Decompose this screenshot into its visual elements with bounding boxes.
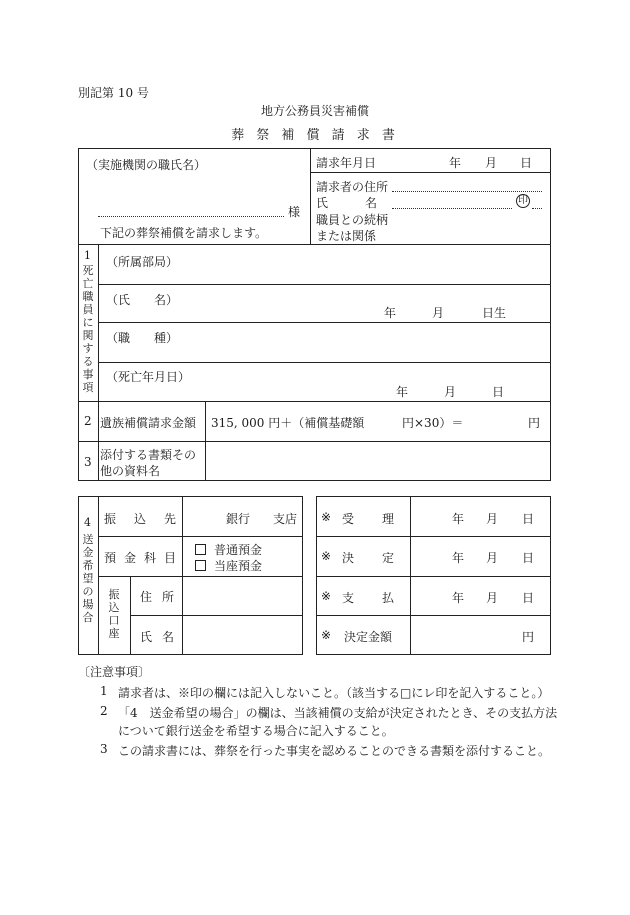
payment-month: 月	[486, 591, 499, 605]
birth-year: 年	[384, 306, 397, 320]
note-text-continued: について銀行送金を希望する場合に記入すること。	[118, 724, 394, 738]
received-year: 年	[452, 512, 465, 526]
job-label: （職 種）	[106, 331, 179, 345]
request-statement: 下記の葬祭補償を請求します。	[100, 226, 268, 240]
office-row-mark: ※	[321, 589, 332, 603]
current-deposit-option[interactable]	[195, 557, 262, 574]
branch-label: 支店	[273, 512, 298, 526]
section3-number: 3	[84, 455, 92, 469]
sama-label: 様	[288, 205, 301, 219]
death-day: 日	[492, 385, 505, 399]
office-row-mark: ※	[321, 628, 332, 642]
agency-name-line[interactable]	[98, 216, 284, 217]
request-date-year: 年	[449, 156, 462, 170]
account-name-label: 氏名	[140, 630, 174, 644]
birth-day-suffix: 日生	[482, 306, 507, 320]
claimant-address-label: 請求者の住所	[316, 180, 389, 194]
agency-label: （実施機関の職氏名）	[86, 158, 207, 172]
request-date-label: 請求年月日	[316, 156, 377, 170]
claimant-name-line[interactable]	[392, 208, 512, 209]
decision-month: 月	[486, 551, 499, 565]
relation-label-2: または関係	[316, 229, 377, 243]
dept-label: （所属部局）	[106, 255, 179, 269]
claimant-name-label-1: 氏	[316, 196, 329, 210]
payment-label: 支払	[342, 591, 394, 605]
form-subtitle: 葬 祭 補 償 請 求 書	[231, 128, 399, 143]
seal-mark-icon: 印	[518, 195, 528, 206]
received-day: 日	[522, 512, 535, 526]
decision-day: 日	[522, 551, 535, 565]
note-text: 請求者は、※印の欄には記入しないこと。（該当する□にレ印を記入すること。）	[118, 686, 550, 700]
current-deposit-checkbox[interactable]	[195, 560, 206, 571]
ordinary-deposit-label: 普通預金	[214, 543, 263, 557]
death-date-label: （死亡年月日）	[106, 370, 191, 384]
form-title: 地方公務員災害補償	[260, 104, 369, 118]
received-month: 月	[486, 512, 499, 526]
deceased-name-label: （氏 名）	[106, 293, 179, 307]
section2-label: 遺族補償請求金額	[100, 416, 197, 430]
current-deposit-label: 当座預金	[214, 559, 263, 573]
received-label: 受理	[342, 512, 394, 526]
payment-year: 年	[452, 591, 465, 605]
note-number: 3	[100, 742, 108, 756]
formula-suffix: 円	[528, 416, 541, 430]
ordinary-deposit-option[interactable]	[195, 541, 262, 558]
main-table	[78, 148, 551, 481]
decided-amount-label: 決定金額	[344, 630, 393, 644]
office-row-mark: ※	[321, 510, 332, 524]
account-vertical-label: 振込口座	[108, 588, 120, 640]
decision-label: 決定	[342, 551, 394, 565]
death-year: 年	[396, 385, 409, 399]
section4-vertical-label: 送金希望の場合	[82, 533, 94, 624]
death-month: 月	[444, 385, 457, 399]
note-text: この請求書には、葬祭を行った事実を認めることのできる書類を添付すること。	[118, 744, 551, 758]
formula-mid: 円×30）＝	[402, 416, 464, 430]
request-date-day: 日	[520, 156, 533, 170]
section2-number: 2	[84, 414, 92, 428]
section3-label-line2: 他の資料名	[100, 464, 161, 478]
relation-label-1: 職員との続柄	[316, 213, 389, 227]
formula-prefix: 315, 000 円＋（補償基礎額	[211, 416, 365, 430]
section4-number: 4	[84, 516, 91, 529]
claimant-address-line[interactable]	[392, 191, 542, 192]
bank-label: 銀行	[226, 512, 251, 526]
decision-year: 年	[452, 551, 465, 565]
birth-month: 月	[432, 306, 445, 320]
transfer-to-label: 振込先	[104, 512, 176, 526]
request-date-month: 月	[485, 156, 498, 170]
note-number: 2	[100, 704, 108, 718]
section1-vertical-label: 死亡職員に関する事項	[82, 264, 94, 394]
account-type-label: 預金科目	[104, 551, 176, 565]
claimant-name-label-2: 名	[365, 196, 378, 210]
note-text: 「4 送金希望の場合」の欄は、当該補償の支給が決定されたとき、その支払方法	[118, 706, 558, 720]
account-address-label: 住所	[140, 590, 174, 604]
section1-number: 1	[84, 249, 91, 262]
note-number: 1	[100, 684, 108, 698]
form-number: 別記第 10 号	[78, 86, 149, 100]
office-row-mark: ※	[321, 549, 332, 563]
payment-day: 日	[522, 591, 535, 605]
notes-heading: 〔注意事項〕	[78, 665, 151, 679]
ordinary-deposit-checkbox[interactable]	[195, 544, 206, 555]
section3-label-line1: 添付する書類その	[100, 448, 197, 462]
decided-amount-unit: 円	[522, 630, 535, 644]
